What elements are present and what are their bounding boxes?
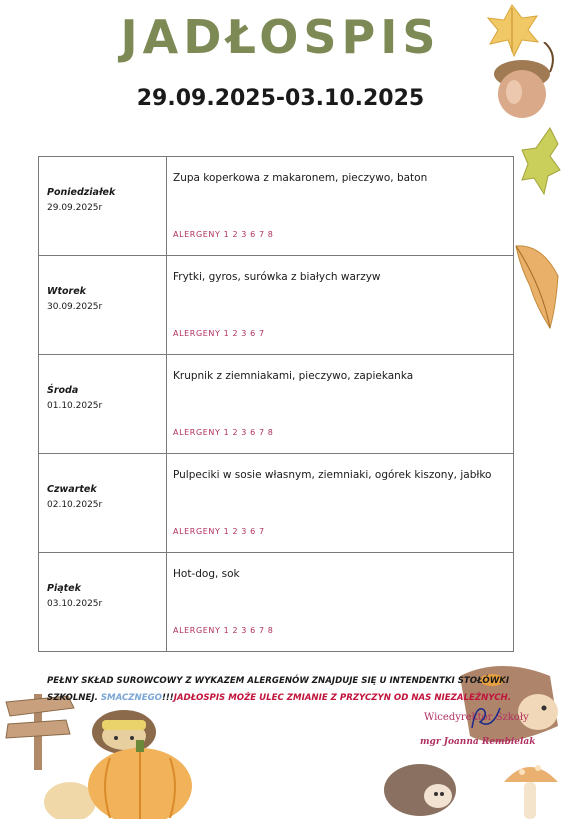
day-date: 01.10.2025r bbox=[47, 401, 103, 411]
hedgehog-icon bbox=[380, 750, 460, 819]
allergens-label: ALERGENY 1 2 3 6 7 bbox=[173, 329, 265, 338]
day-name: Czwartek bbox=[47, 484, 97, 495]
dish-cell bbox=[167, 454, 514, 553]
dish-text: Pulpeciki w sosie własnym, ziemniaki, ogórek kiszony, jabłko bbox=[173, 469, 492, 481]
autumn-leaf-icon bbox=[520, 126, 561, 196]
allergens-label: ALERGENY 1 2 3 6 7 8 bbox=[173, 626, 274, 635]
date-range: 29.09.2025-03.10.2025 bbox=[136, 86, 425, 111]
dish-cell bbox=[167, 256, 514, 355]
dish-text: Hot-dog, sok bbox=[173, 568, 240, 580]
table-row bbox=[39, 157, 514, 256]
table-row bbox=[39, 454, 514, 553]
handwritten-signature-icon bbox=[466, 700, 506, 736]
day-cell bbox=[39, 454, 167, 553]
dish-cell bbox=[167, 157, 514, 256]
day-cell bbox=[39, 553, 167, 652]
table-row bbox=[39, 553, 514, 652]
allergens-label: ALERGENY 1 2 3 6 7 8 bbox=[173, 230, 274, 239]
day-name: Poniedziałek bbox=[47, 187, 116, 198]
day-name: Wtorek bbox=[47, 286, 86, 297]
dish-text: Frytki, gyros, surówka z białych warzyw bbox=[173, 271, 381, 283]
footer-note bbox=[47, 673, 517, 707]
day-name: Piątek bbox=[47, 583, 81, 594]
signature-role: Wicedyrektor Szkoły bbox=[424, 712, 529, 723]
footer-enjoy: SMACZNEGO bbox=[100, 693, 162, 703]
day-date: 03.10.2025r bbox=[47, 599, 103, 609]
autumn-leaf-icon bbox=[512, 236, 561, 332]
allergens-label: ALERGENY 1 2 3 6 7 bbox=[173, 527, 265, 536]
day-date: 02.10.2025r bbox=[47, 500, 103, 510]
pumpkin-icon bbox=[40, 728, 200, 819]
signature-name: mgr Joanna Rembielak bbox=[420, 737, 536, 747]
day-date: 30.09.2025r bbox=[47, 302, 103, 312]
footer-exclaim: !!! bbox=[161, 693, 174, 703]
dish-cell bbox=[167, 553, 514, 652]
footer-change-warning: JADŁOSPIS MOŻE ULEC ZMIANIE Z PRZYCZYN OD NAS NIEZALEŻNYCH. bbox=[173, 693, 511, 703]
table-row bbox=[39, 355, 514, 454]
allergens-label: ALERGENY 1 2 3 6 7 8 bbox=[173, 428, 274, 437]
dish-cell bbox=[167, 355, 514, 454]
day-date: 29.09.2025r bbox=[47, 203, 103, 213]
page-title: JADŁOSPIS bbox=[120, 10, 441, 64]
day-cell bbox=[39, 256, 167, 355]
day-name: Środa bbox=[47, 385, 79, 396]
mushroom-icon bbox=[500, 756, 561, 819]
day-cell bbox=[39, 157, 167, 256]
dish-text: Krupnik z ziemniakami, pieczywo, zapiekanka bbox=[173, 370, 414, 382]
table-row bbox=[39, 256, 514, 355]
dish-text: Zupa koperkowa z makaronem, pieczywo, baton bbox=[173, 172, 428, 184]
footer-allergen-info: PEŁNY SKŁAD SUROWCOWY Z WYKAZEM ALERGENÓW ZNAJDUJE SIĘ U INTENDENTKI STOŁÓWKI SZKOLNEJ. bbox=[47, 676, 510, 703]
menu-table bbox=[38, 156, 514, 652]
day-cell bbox=[39, 355, 167, 454]
